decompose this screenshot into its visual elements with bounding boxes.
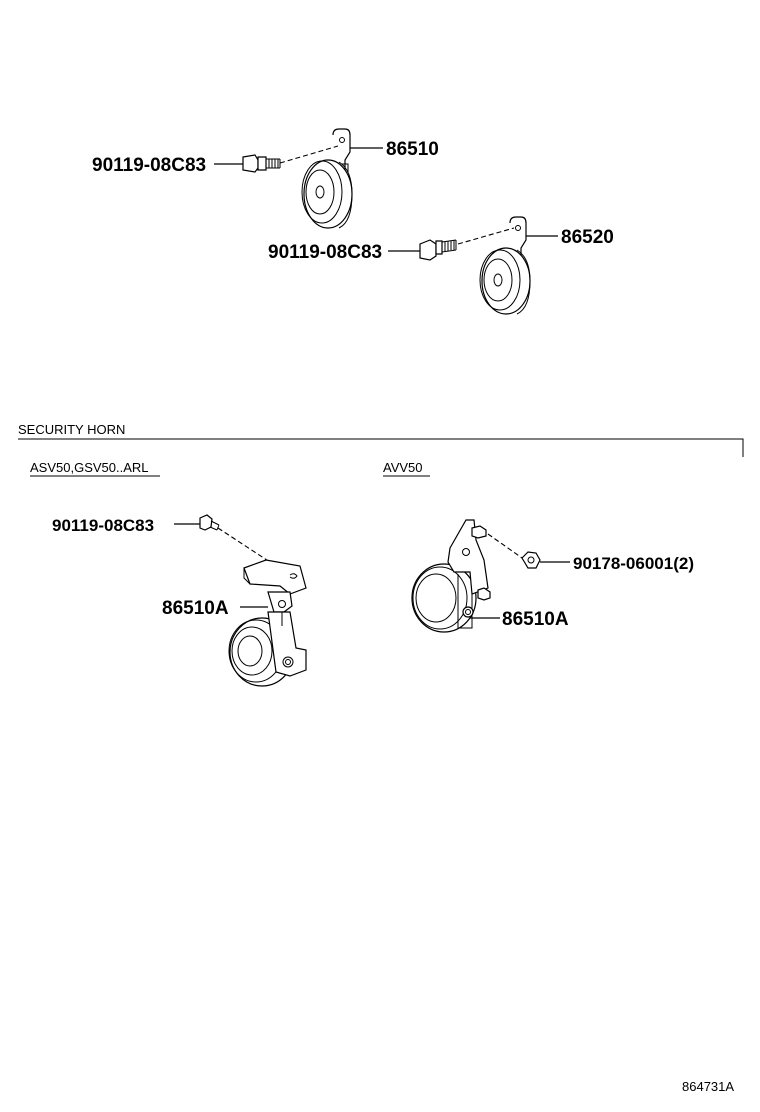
section-bracket xyxy=(18,439,743,457)
horn-icon xyxy=(229,560,306,686)
horn-icon xyxy=(302,129,352,228)
nut-icon xyxy=(522,552,540,568)
horn-part-number-86510[interactable]: 86510 xyxy=(386,139,439,160)
horn-part-number-security-b[interactable]: 86510A xyxy=(502,609,569,630)
horn-part-number-security-a[interactable]: 86510A xyxy=(162,598,229,619)
variant-label-b: AVV50 xyxy=(383,460,423,475)
diagram-catalog-id: 864731A xyxy=(682,1079,735,1094)
bolt-part-number-security-a[interactable]: 90119-08C83 xyxy=(52,516,155,535)
section-title: SECURITY HORN xyxy=(18,422,126,437)
horn-icon xyxy=(412,520,490,632)
bolt-part-number-upper-right[interactable]: 90119-08C83 xyxy=(268,242,383,263)
bolt-icon xyxy=(243,155,280,172)
variant-label-a: ASV50,GSV50..ARL xyxy=(30,460,149,475)
bolt-icon xyxy=(200,515,219,530)
bolt-icon xyxy=(420,240,456,260)
alignment-dashed-line xyxy=(458,228,514,244)
nut-part-number-security-b[interactable]: 90178-06001(2) xyxy=(573,554,694,573)
alignment-dashed-line xyxy=(488,534,522,558)
bolt-part-number-upper-left[interactable]: 90119-08C83 xyxy=(92,155,207,176)
horn-icon xyxy=(480,217,530,314)
horn-part-number-86520[interactable]: 86520 xyxy=(561,227,614,248)
